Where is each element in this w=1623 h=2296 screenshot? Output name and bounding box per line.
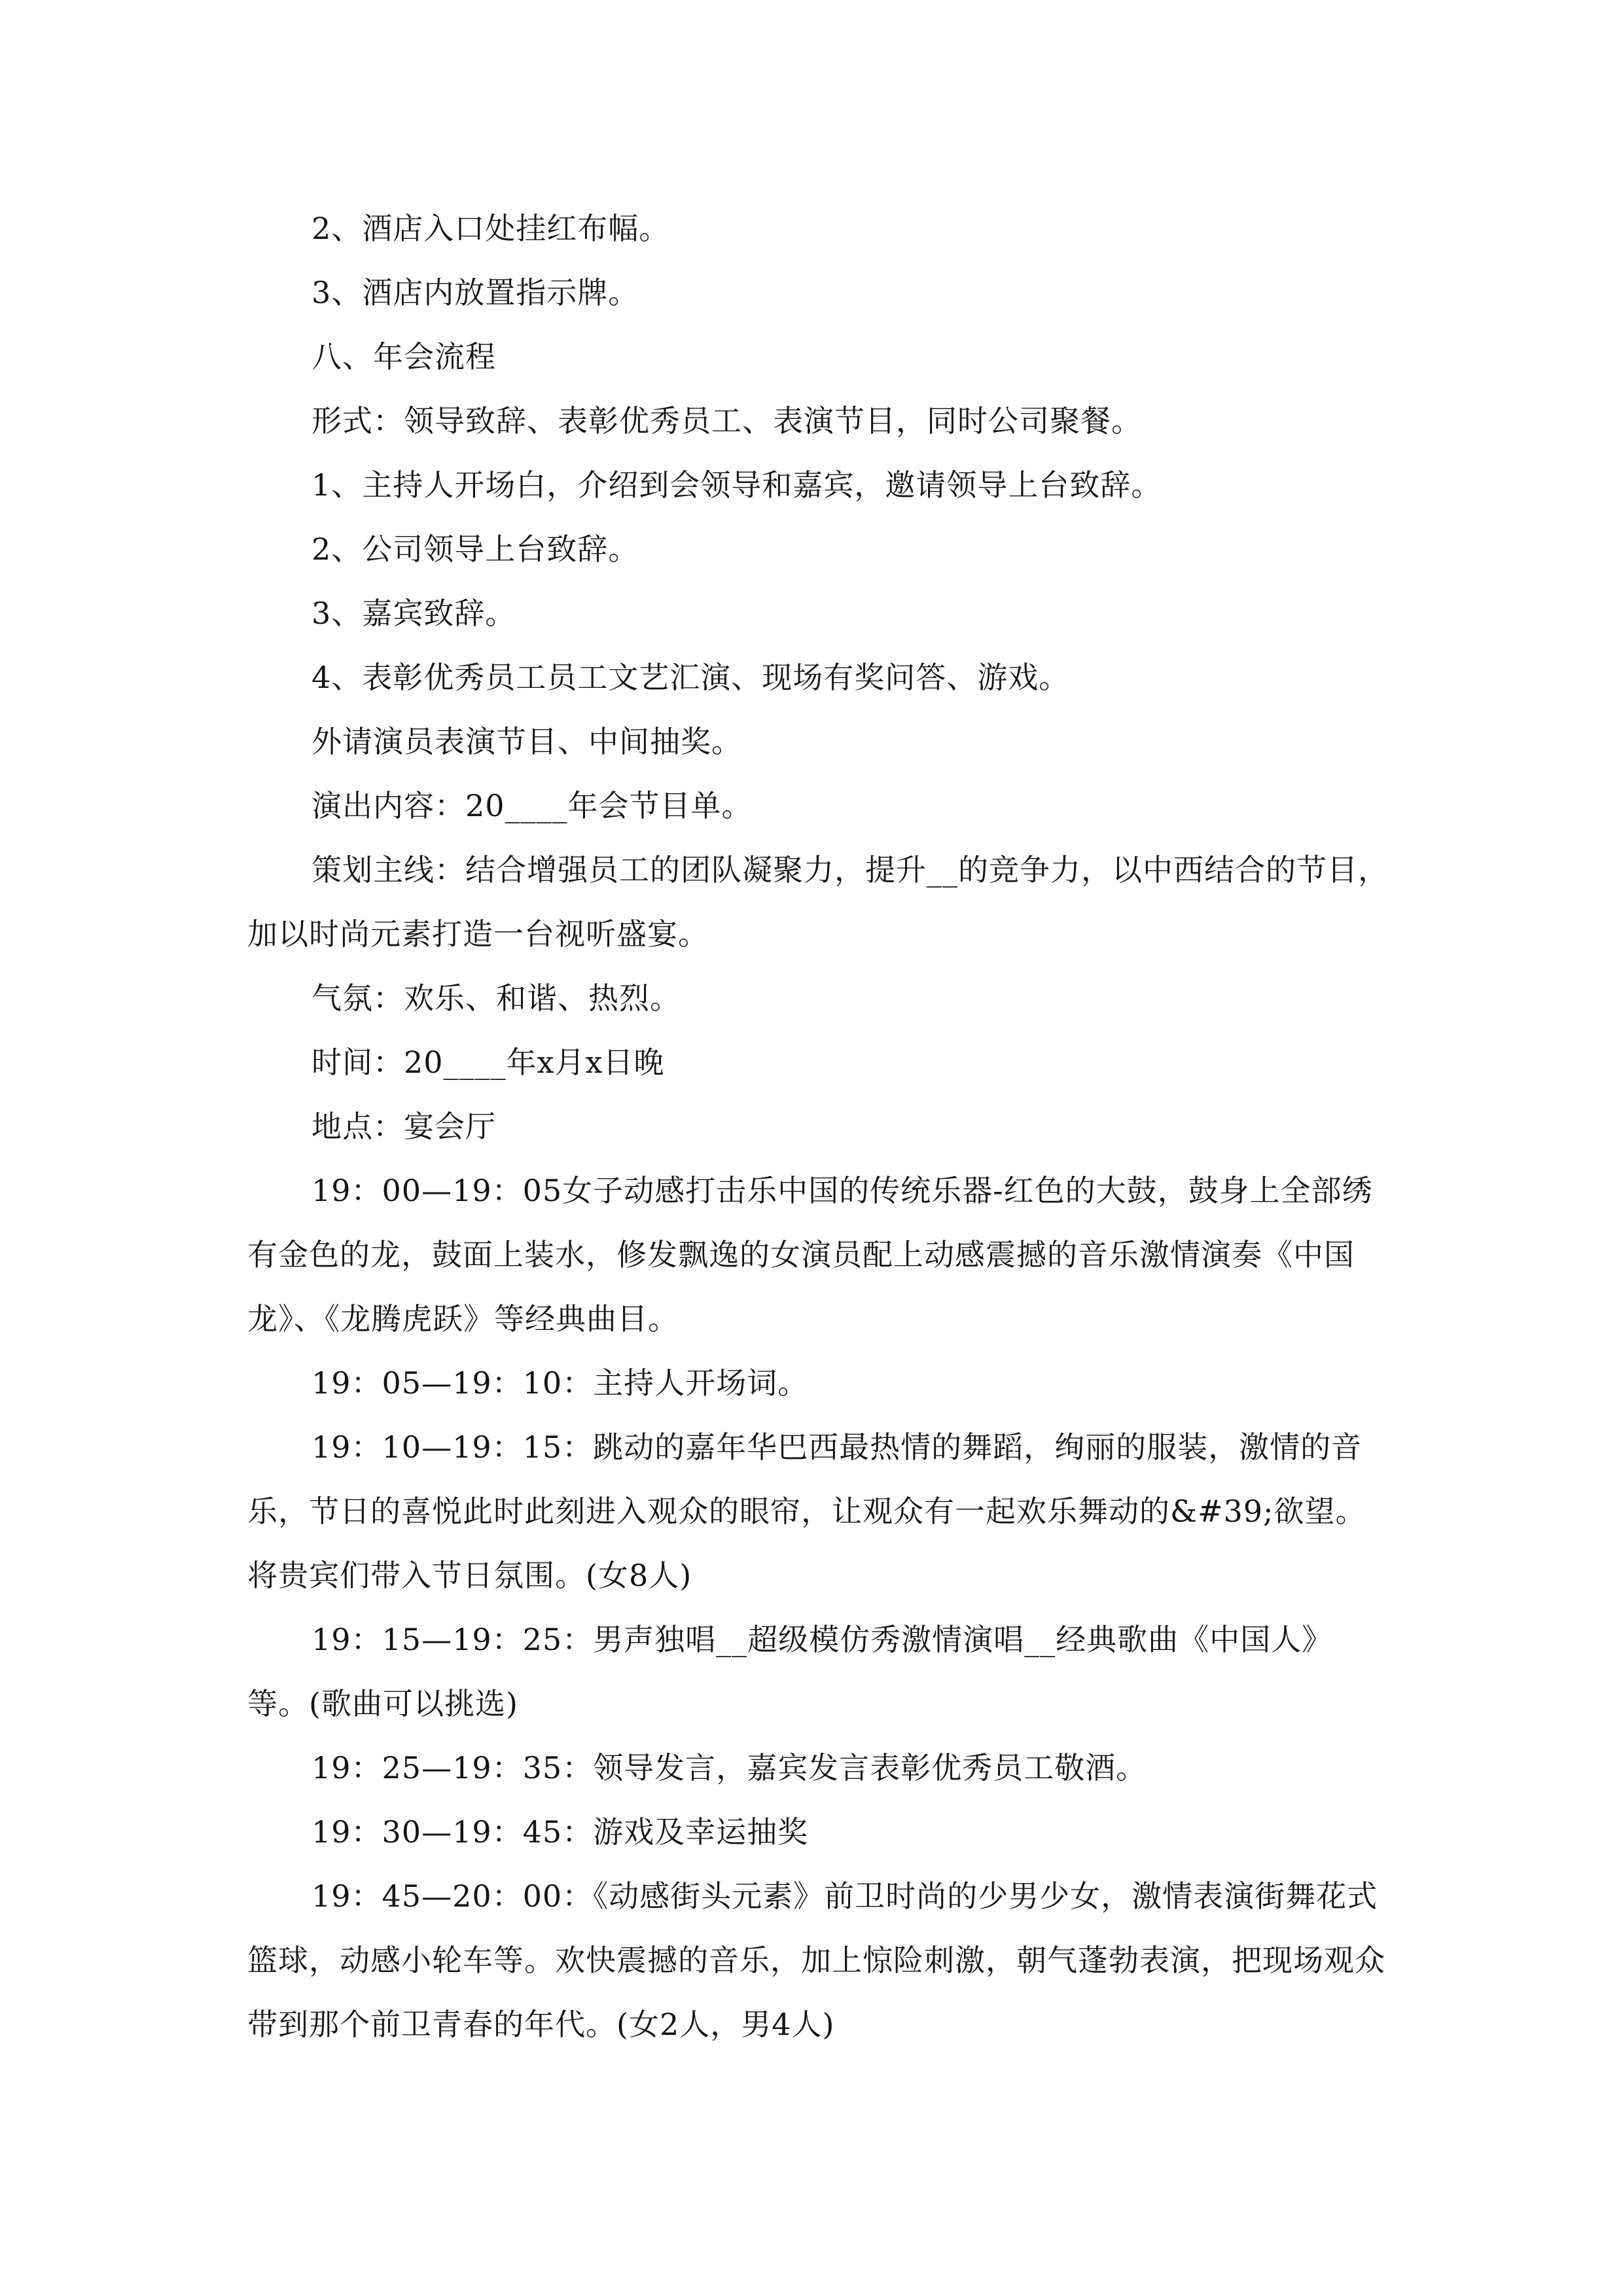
paragraph-signage: 3、酒店内放置指示牌。 — [312, 275, 639, 310]
paragraph-external-performers: 外请演员表演节目、中间抽奖。 — [312, 724, 742, 759]
schedule-item-1900: 19：00—19：05女子动感打击乐中国的传统乐器-红色的大鼓，鼓身上全部绣有金色的龙，鼓面上装水，修发飘逸的女演员配上动感震撼的音乐激情演奏《中国龙》、《龙腾虎跃》等经典曲目。 — [247, 1173, 1373, 1336]
paragraph-host-opening: 1、主持人开场白，介绍到会领导和嘉宾，邀请领导上台致辞。 — [312, 467, 1162, 503]
paragraph-program-list: 演出内容：20____年会节目单。 — [312, 788, 753, 823]
paragraph-time: 时间：20____年x月x日晚 — [312, 1045, 665, 1080]
paragraph-decoration-banner: 2、酒店入口处挂红布幅。 — [312, 211, 670, 246]
schedule-item-1945: 19：45—20：00：《动感街头元素》前卫时尚的少男少女，激情表演街舞花式篮球，动感小轮车等。欢快震撼的音乐，加上惊险刺激，朝气蓬勃表演，把现场观众带到那个前卫青春的年代。(女2人，男4人) — [247, 1878, 1385, 2042]
paragraph-awards-performance: 4、表彰优秀员工员工文艺汇演、现场有奖问答、游戏。 — [312, 660, 1070, 695]
paragraph-leader-speech: 2、公司领导上台致辞。 — [312, 531, 639, 567]
schedule-item-1910: 19：10—19：15：跳动的嘉年华巴西最热情的舞蹈，绚丽的服装，激情的音乐，节日的喜悦此时此刻进入观众的眼帘，让观众有一起欢乐舞动的&#39;欲望。将贵宾们带入节日氛围。(女8人) — [247, 1429, 1366, 1593]
schedule-item-1930: 19：30—19：45：游戏及幸运抽奖 — [312, 1814, 809, 1850]
schedule-item-1915: 19：15—19：25：男声独唱__超级模仿秀激情演唱__经典歌曲《中国人》等。(歌曲可以挑选) — [247, 1622, 1333, 1721]
paragraph-format: 形式：领导致辞、表彰优秀员工、表演节目，同时公司聚餐。 — [312, 403, 1142, 439]
document-body — [247, 196, 1394, 2056]
paragraph-guest-speech: 3、嘉宾致辞。 — [312, 596, 516, 631]
schedule-item-1905: 19：05—19：10：主持人开场词。 — [312, 1365, 809, 1401]
schedule-item-1925: 19：25—19：35：领导发言，嘉宾发言表彰优秀员工敬酒。 — [312, 1750, 1147, 1785]
paragraph-main-theme: 策划主线：结合增强员工的团队凝聚力，提升__的竞争力，以中西结合的节目，加以时尚元素打造一台视听盛宴。 — [247, 852, 1389, 952]
paragraph-location: 地点：宴会厅 — [312, 1109, 496, 1144]
paragraph-atmosphere: 气氛：欢乐、和谐、热烈。 — [312, 980, 681, 1016]
section-heading-agenda: 八、年会流程 — [312, 339, 496, 374]
